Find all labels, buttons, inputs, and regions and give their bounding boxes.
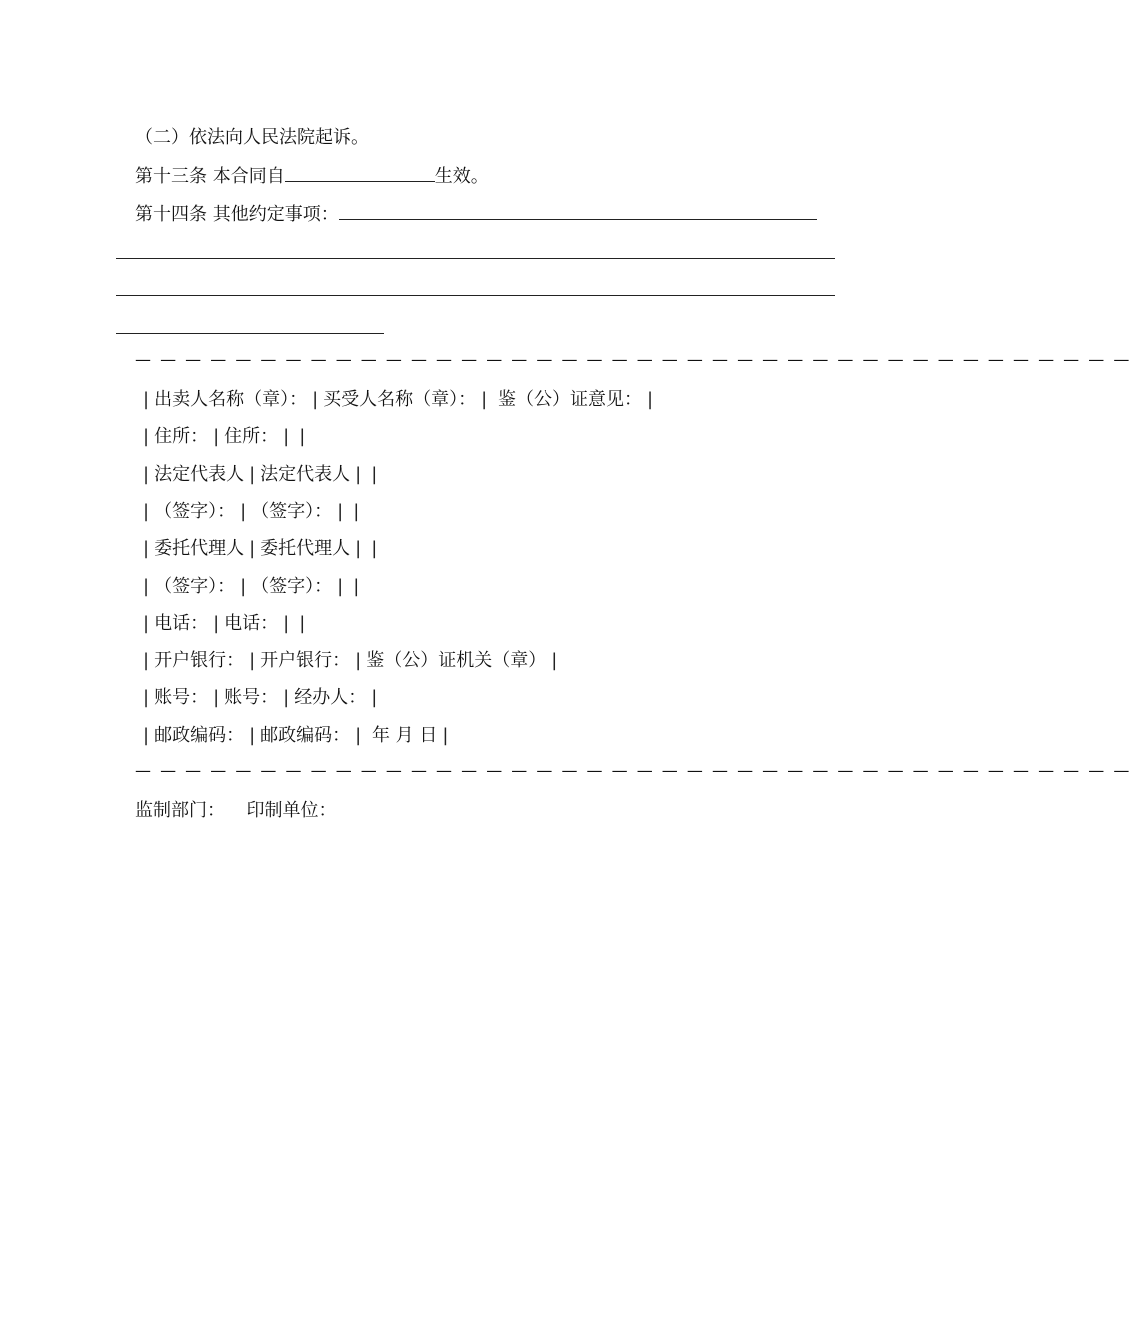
table-cell: 买受人名称（章）： xyxy=(323,389,477,410)
clause-item-2-text: （二）依法向人民法院起诉。 xyxy=(135,127,369,148)
effective-date-blank[interactable] xyxy=(285,163,435,182)
column-separator: | xyxy=(143,538,150,559)
column-separator: | xyxy=(283,613,290,634)
table-bottom-border: — — — — — — — — — — — — — — — — — — — — — — — — — — — — — — — — — — — — — — — — xyxy=(135,761,1131,780)
column-separator: | xyxy=(249,464,256,485)
column-separator: | xyxy=(249,650,256,671)
column-separator: | xyxy=(143,464,150,485)
column-separator: | xyxy=(551,650,558,671)
column-separator: | xyxy=(355,538,362,559)
column-separator: | xyxy=(355,464,362,485)
column-separator: | xyxy=(355,725,362,746)
table-row xyxy=(138,388,658,412)
column-separator: | xyxy=(213,687,220,708)
article-13-suffix: 生效。 xyxy=(434,166,489,187)
table-cell: 账号： xyxy=(154,687,209,708)
column-separator: | xyxy=(299,426,306,447)
table-cell: （签字）： xyxy=(154,576,236,597)
table-cell: 开户银行： xyxy=(154,650,245,671)
table-cell: 法定代表人 xyxy=(260,464,351,485)
table-row xyxy=(138,724,453,748)
column-separator: | xyxy=(283,426,290,447)
column-separator: | xyxy=(213,426,220,447)
table-cell: 经办人： xyxy=(294,687,367,708)
table-cell: 邮政编码： xyxy=(260,725,351,746)
table-cell: 住所： xyxy=(224,426,279,447)
column-separator: | xyxy=(143,613,150,634)
column-separator: | xyxy=(337,576,344,597)
column-separator: | xyxy=(371,687,378,708)
column-separator: | xyxy=(213,613,220,634)
table-cell: （签字）： xyxy=(154,501,236,522)
column-separator: | xyxy=(143,426,150,447)
column-separator: | xyxy=(143,576,150,597)
table-cell: 开户银行： xyxy=(260,650,351,671)
column-separator: | xyxy=(299,613,306,634)
clause-article-14 xyxy=(135,201,817,227)
supervisor-label: 监制部门： xyxy=(135,800,225,821)
table-cell: 法定代表人 xyxy=(154,464,245,485)
column-separator: | xyxy=(312,389,319,410)
table-row xyxy=(138,575,364,599)
table-cell: 邮政编码： xyxy=(154,725,245,746)
column-separator: | xyxy=(371,464,378,485)
column-separator: | xyxy=(646,389,654,410)
table-cell: 委托代理人 xyxy=(154,538,245,559)
column-separator: | xyxy=(240,576,247,597)
column-separator: | xyxy=(143,501,150,522)
clause-article-13 xyxy=(135,163,489,189)
table-cell: 鉴（公）证机关（章） xyxy=(366,650,547,671)
column-separator: | xyxy=(240,501,247,522)
column-separator: | xyxy=(143,650,150,671)
column-separator: | xyxy=(355,650,362,671)
other-terms-blank-3[interactable] xyxy=(116,295,835,296)
other-terms-blank-2[interactable] xyxy=(116,258,835,259)
table-row xyxy=(138,500,364,524)
column-separator: | xyxy=(442,725,449,746)
table-cell: 委托代理人 xyxy=(260,538,351,559)
article-13-prefix: 第十三条 本合同自 xyxy=(135,166,285,187)
printer-label: 印制单位： xyxy=(246,800,337,821)
column-separator: | xyxy=(249,725,256,746)
table-cell: （签字）： xyxy=(251,501,333,522)
table-cell: 住所： xyxy=(154,426,209,447)
column-separator: | xyxy=(283,687,290,708)
column-separator: | xyxy=(353,576,360,597)
column-separator: | xyxy=(143,389,150,410)
column-separator: | xyxy=(249,538,256,559)
other-terms-blank-4[interactable] xyxy=(116,333,384,334)
table-row xyxy=(138,463,382,487)
table-row xyxy=(138,537,382,561)
column-separator: | xyxy=(353,501,360,522)
column-separator: | xyxy=(481,389,488,410)
column-separator: | xyxy=(371,538,378,559)
table-cell: （签字）： xyxy=(251,576,333,597)
table-row xyxy=(138,425,310,449)
table-top-border: — — — — — — — — — — — — — — — — — — — — — — — — — — — — — — — — — — — — — — — — xyxy=(135,350,1131,369)
clause-item-2 xyxy=(135,126,369,150)
table-cell: 年 月 日 xyxy=(366,725,438,746)
table-row xyxy=(138,686,382,710)
article-14-prefix: 第十四条 其他约定事项： xyxy=(135,204,339,225)
table-cell: 电话： xyxy=(154,613,209,634)
column-separator: | xyxy=(337,501,344,522)
table-cell: 鉴（公）证意见： xyxy=(492,389,642,410)
table-cell: 出卖人名称（章）： xyxy=(154,389,308,410)
table-cell: 电话： xyxy=(224,613,279,634)
table-cell: 账号： xyxy=(224,687,279,708)
other-terms-blank-1[interactable] xyxy=(339,201,817,220)
table-row xyxy=(138,612,310,636)
footer xyxy=(135,799,336,823)
column-separator: | xyxy=(143,725,150,746)
column-separator: | xyxy=(143,687,150,708)
table-row xyxy=(138,649,562,673)
